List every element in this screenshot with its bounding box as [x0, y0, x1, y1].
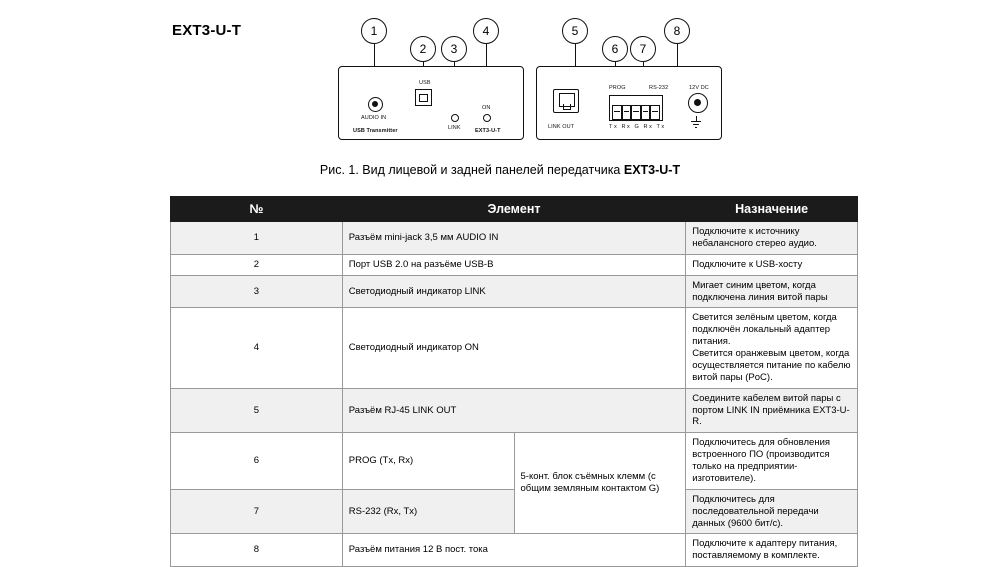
- row-num: 1: [171, 222, 343, 255]
- row-purpose: Подключите к USB-хосту: [686, 254, 858, 275]
- table-header-row: [171, 197, 858, 222]
- spec-table: [170, 196, 858, 567]
- row-element: Порт USB 2.0 на разъёме USB-B: [342, 254, 686, 275]
- link-led-icon: [451, 114, 459, 122]
- callout-8: 8: [664, 18, 690, 44]
- table-row: [171, 254, 858, 275]
- callout-4: 4: [473, 18, 499, 44]
- row-element: RS-232 (Rx, Tx): [342, 489, 514, 534]
- row-element: Разъём RJ-45 LINK OUT: [342, 388, 686, 433]
- header-element: Элемент: [342, 197, 686, 222]
- table-row: [171, 222, 858, 255]
- row-element: PROG (Tx, Rx): [342, 433, 514, 490]
- front-panel-model: EXT3-U-T: [475, 128, 501, 134]
- dc-label: 12V DC: [689, 85, 709, 91]
- front-panel-brand: USB Transmitter: [353, 128, 398, 134]
- table-row: [171, 534, 858, 567]
- ground-symbol-icon: [691, 119, 701, 129]
- callout-2: 2: [410, 36, 436, 62]
- terminal-block-icon: [609, 95, 663, 121]
- device-figure: [330, 18, 730, 153]
- row-element: Разъём mini-jack 3,5 мм AUDIO IN: [342, 222, 686, 255]
- table-row: [171, 433, 858, 490]
- row-purpose: Подключите к источнику небалансного стерео аудио.: [686, 222, 858, 255]
- caption-text: Рис. 1. Вид лицевой и задней панелей передатчика: [319, 163, 624, 177]
- prog-label: PROG: [609, 85, 626, 91]
- table-row: [171, 388, 858, 433]
- terminal-pin-labels: Tx Rx G Rx Tx: [609, 124, 666, 130]
- usb-label: USB: [419, 80, 431, 86]
- row-element-sub: 5-конт. блок съёмных клемм (с общим земляным контактом G): [514, 433, 686, 534]
- callout-7: 7: [630, 36, 656, 62]
- row-num: 8: [171, 534, 343, 567]
- audio-in-label: AUDIO IN: [361, 115, 387, 121]
- usb-b-port-icon: [415, 89, 432, 106]
- dc-power-jack-icon: [688, 93, 708, 113]
- row-element: Светодиодный индикатор ON: [342, 308, 686, 388]
- callout-5: 5: [562, 18, 588, 44]
- spec-table-wrap: [170, 196, 858, 567]
- row-purpose: Подключитесь для последовательной передачи данных (9600 бит/с).: [686, 489, 858, 534]
- caption-model: EXT3-U-T: [623, 163, 681, 177]
- rs232-label: RS-232: [649, 85, 669, 91]
- callout-3: 3: [441, 36, 467, 62]
- row-purpose: Соедините кабелем витой пары с портом LINK IN приёмника EXT3-U-R.: [686, 388, 858, 433]
- row-purpose: Подключитесь для обновления встроенного ПО (производится только на предприятии-изготовителе).: [686, 433, 858, 490]
- back-panel: [536, 66, 722, 140]
- on-label: ON: [482, 105, 491, 111]
- front-panel: [338, 66, 524, 140]
- row-num: 7: [171, 489, 343, 534]
- row-num: 3: [171, 275, 343, 308]
- row-element: Разъём питания 12 В пост. тока: [342, 534, 686, 567]
- header-purpose: Назначение: [686, 197, 858, 222]
- callout-6: 6: [602, 36, 628, 62]
- model-label: EXT3-U-T: [172, 22, 242, 39]
- link-out-label: LINK OUT: [548, 124, 575, 130]
- header-num: №: [171, 197, 343, 222]
- figure-caption: [0, 163, 1000, 177]
- table-row: [171, 275, 858, 308]
- link-label: LINK: [448, 125, 461, 131]
- row-num: 4: [171, 308, 343, 388]
- callout-1: 1: [361, 18, 387, 44]
- row-purpose: Мигает синим цветом, когда подключена линия витой пары: [686, 275, 858, 308]
- audio-in-jack-icon: [368, 97, 383, 112]
- row-element: Светодиодный индикатор LINK: [342, 275, 686, 308]
- row-purpose: Подключите к адаптеру питания, поставляемому в комплекте.: [686, 534, 858, 567]
- rj45-link-out-icon: [553, 89, 579, 113]
- row-purpose-line: Светится оранжевым цветом, когда осуществляется питание по кабелю витой пары (PoC).: [692, 348, 851, 383]
- row-num: 6: [171, 433, 343, 490]
- on-led-icon: [483, 114, 491, 122]
- row-purpose: [686, 308, 858, 388]
- table-row: [171, 308, 858, 388]
- row-purpose-line: Светится зелёным цветом, когда подключён локальный адаптер питания.: [692, 312, 837, 348]
- row-num: 2: [171, 254, 343, 275]
- row-num: 5: [171, 388, 343, 433]
